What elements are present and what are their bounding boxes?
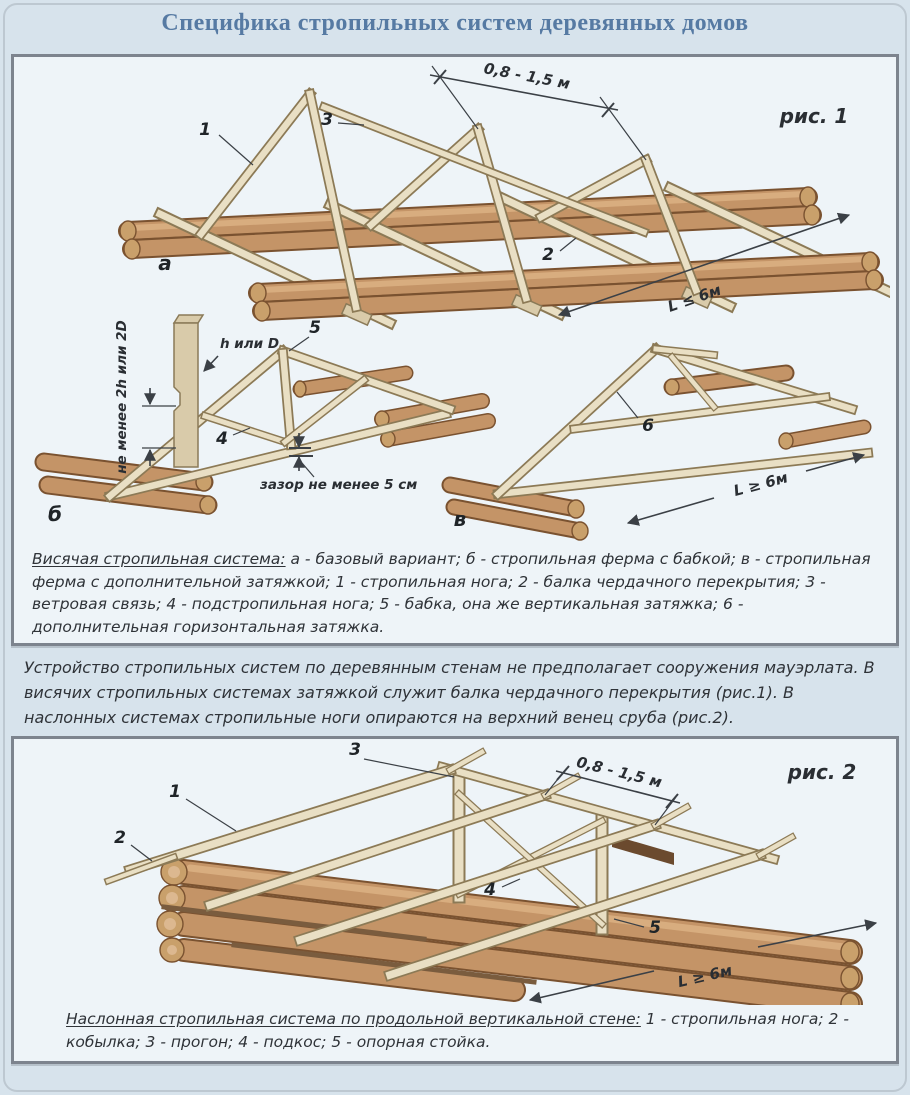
fig2-spacing-dim-label: 0,8 - 1,5 м <box>574 752 664 792</box>
fig1-variant-v-structure <box>450 349 868 540</box>
fig1-variant-a-structure <box>120 94 890 325</box>
note-paragraph: Устройство стропильных систем по деревянным стенам не предполагает сооружения мауэрлата. В висячих стропильных системах затяжкой служит балка чердачного перекрытия (рис.1). В наслонных системах стропильные ноги опираются на верхний венец сруба (рис.2). <box>24 658 875 727</box>
fig1-part-label-4: 4 <box>216 429 228 449</box>
figure1-caption-text: а - базовый вариант; б - стропильная ферма с бабкой; в - стропильная ферма с дополнительной затяжкой; 1 - стропильная нога; 2 - балка чердачного перекрытия; 3 - ветровая связь; 4 - подстропильная нога; 5 - бабка, она же вертикальная затяжка; 6 - дополнительная горизонтальная затяжка. <box>32 550 871 636</box>
fig1-label: рис. 1 <box>779 104 849 128</box>
fig1-post-overlap-label: не менее 2h или 2D <box>114 320 130 474</box>
fig2-part-label-4: 4 <box>484 880 496 900</box>
fig2-part-label-1: 1 <box>169 782 181 802</box>
fig1-span-a-dim-label: L ≤ 6м <box>665 280 724 316</box>
fig2-part-label-3: 3 <box>349 740 361 760</box>
fig1-span-v-dim-label: L ≥ 6м <box>731 468 790 501</box>
fig2-part-label-2: 2 <box>114 828 126 848</box>
fig1-variant-a-letter: а <box>158 251 172 275</box>
figure1-panel <box>11 54 899 646</box>
figure2-drawing <box>14 739 890 1005</box>
fig1-part-label-2: 2 <box>542 245 554 265</box>
figure2-caption-text: 1 - стропильная нога; 2 - кобылка; 3 - прогон; 4 - подкос; 5 - опорная стойка. <box>66 1010 849 1051</box>
fig1-variant-v-letter: в <box>453 507 467 531</box>
fig2-span-dim-label: L ≥ 6м <box>675 961 734 992</box>
fig1-post-detail <box>114 315 279 474</box>
fig1-spacing-dim-label: 0,8 - 1,5 м <box>482 59 572 93</box>
figure2-caption <box>66 1008 880 1053</box>
figure2-caption-lead: Наслонная стропильная система по продольной вертикальной стене: <box>66 1010 641 1029</box>
fig2-part-label-5: 5 <box>649 918 661 938</box>
figure2-panel <box>11 736 899 1064</box>
figure1-drawing <box>14 57 890 545</box>
fig1-part-label-6: 6 <box>642 416 654 436</box>
fig2-structure <box>108 752 859 1005</box>
fig1-gap-dim-label: зазор не менее 5 см <box>260 477 418 493</box>
fig1-part-label-3: 3 <box>321 110 333 130</box>
page-title: Специфика стропильных систем деревянных домов <box>161 10 749 36</box>
fig1-variant-b-letter: б <box>48 502 62 526</box>
figure1-caption <box>32 548 884 638</box>
fig1-part-label-5: 5 <box>309 318 321 338</box>
figure1-caption-lead: Висячая стропильная система: <box>32 550 286 569</box>
fig1-post-section-label: h или D <box>220 336 280 352</box>
fig1-part-label-1: 1 <box>199 120 211 140</box>
fig2-label: рис. 2 <box>787 760 857 784</box>
